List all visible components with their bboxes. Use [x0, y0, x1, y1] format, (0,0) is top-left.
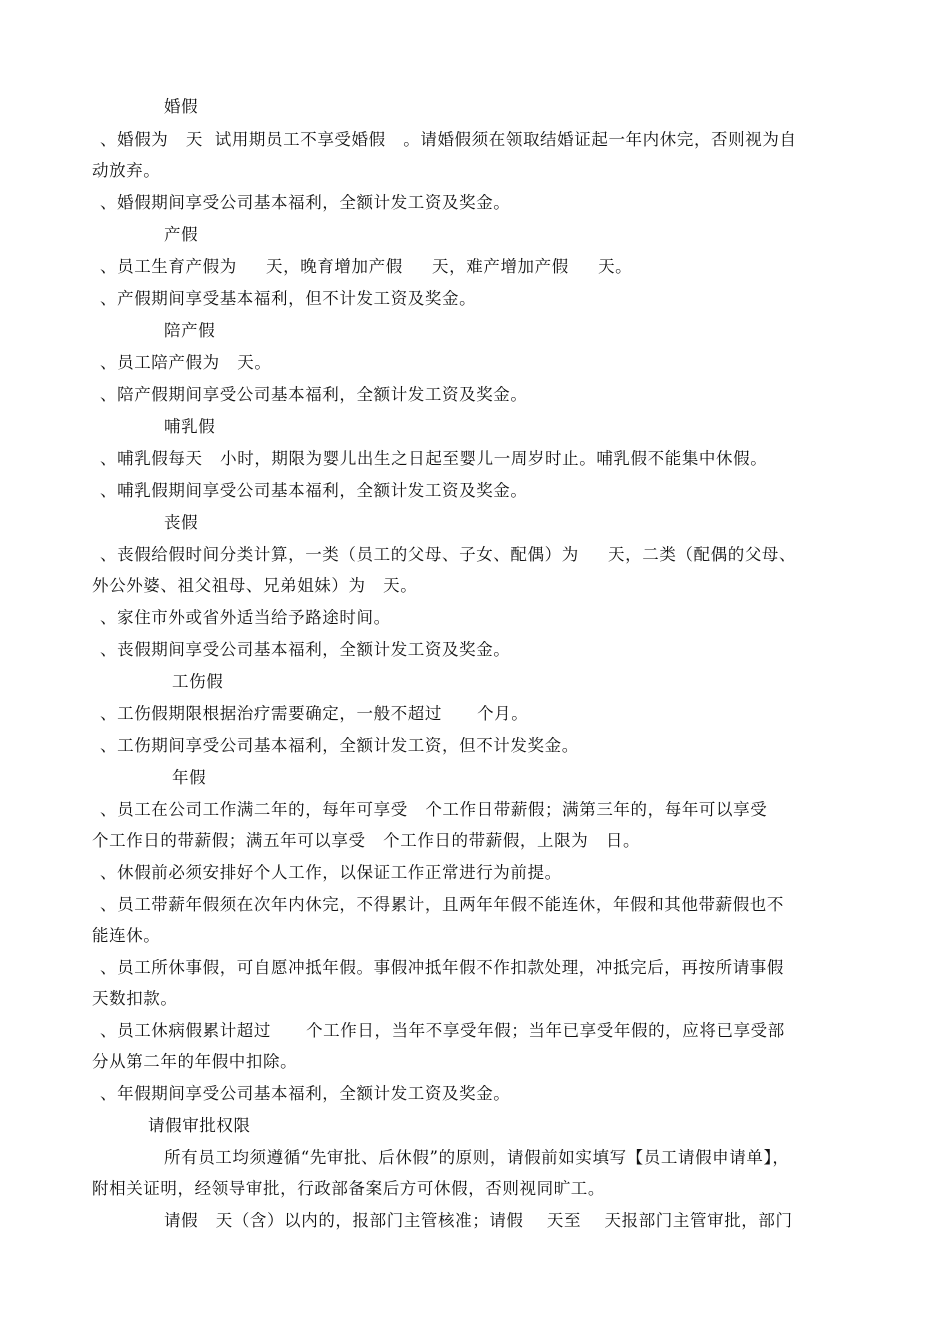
paragraph-line: 、家住市外或省外适当给予路途时间。 — [100, 608, 391, 627]
heading-annual-leave: 年假 — [172, 768, 207, 787]
paragraph-line: 、工伤期间享受公司基本福利，全额计发工资，但不计发奖金。 — [100, 736, 579, 755]
paragraph-line: 、婚假为 天 试用期员工不享受婚假 。请婚假须在领取结婚证起一年内休完，否则视为自 — [100, 130, 797, 149]
paragraph-line: 、休假前必须安排好个人工作，以保证工作正常进行为前提。 — [100, 863, 562, 882]
heading-leave-approval: 请假审批权限 — [148, 1116, 251, 1135]
paragraph-line: 分从第二年的年假中扣除。 — [92, 1052, 298, 1071]
heading-injury-leave: 工伤假 — [172, 672, 224, 691]
heading-marriage-leave: 婚假 — [164, 97, 199, 116]
paragraph-line: 能连休。 — [92, 926, 161, 945]
paragraph-line: 、陪产假期间享受公司基本福利，全额计发工资及奖金。 — [100, 385, 528, 404]
paragraph-line: 、婚假期间享受公司基本福利，全额计发工资及奖金。 — [100, 193, 511, 212]
paragraph-line: 、员工在公司工作满二年的，每年可享受 个工作日带薪假；满第三年的，每年可以享受 — [100, 800, 768, 819]
heading-nursing-leave: 哺乳假 — [164, 417, 216, 436]
paragraph-line: 、哺乳假期间享受公司基本福利，全额计发工资及奖金。 — [100, 481, 528, 500]
paragraph-line: 、员工陪产假为 天。 — [100, 353, 272, 372]
heading-paternity-leave: 陪产假 — [164, 321, 216, 340]
paragraph-line: 、年假期间享受公司基本福利，全额计发工资及奖金。 — [100, 1084, 511, 1103]
paragraph-line: 动放弃。 — [92, 161, 161, 180]
paragraph-line: 、丧假期间享受公司基本福利，全额计发工资及奖金。 — [100, 640, 511, 659]
paragraph-line: 、员工休病假累计超过 个工作日，当年不享受年假；当年已享受年假的，应将已享受部 — [100, 1021, 785, 1040]
paragraph-line: 、丧假给假时间分类计算，一类（员工的父母、子女、配偶）为 天，二类（配偶的父母、 — [100, 545, 797, 564]
paragraph-line: 外公外婆、祖父祖母、兄弟姐妹）为 天。 — [92, 576, 418, 595]
paragraph-line: 、员工生育产假为 天，晚育增加产假 天，难产增加产假 天。 — [100, 257, 633, 276]
paragraph-line: 个工作日的带薪假；满五年可以享受 个工作日的带薪假，上限为 日。 — [92, 831, 641, 850]
paragraph-line: 请假 天（含）以内的，报部门主管核准；请假 天至 天报部门主管审批，部门 — [164, 1211, 793, 1230]
heading-bereavement-leave: 丧假 — [164, 513, 199, 532]
paragraph-line: 附相关证明，经领导审批，行政部备案后方可休假，否则视同旷工。 — [92, 1179, 605, 1198]
paragraph-line: 、员工带薪年假须在次年内休完，不得累计，且两年年假不能连休，年假和其他带薪假也不 — [100, 895, 784, 914]
paragraph-line: 、工伤假期限根据治疗需要确定，一般不超过 个月。 — [100, 704, 529, 723]
paragraph-line: 、哺乳假每天 小时，期限为婴儿出生之日起至婴儿一周岁时止。哺乳假不能集中休假。 — [100, 449, 768, 468]
paragraph-line: 、产假期间享受基本福利，但不计发工资及奖金。 — [100, 289, 477, 308]
paragraph-line: 所有员工均须遵循“先审批、后休假”的原则，请假前如实填写【员工请假申请单】， — [164, 1148, 790, 1167]
paragraph-line: 天数扣款。 — [92, 989, 178, 1008]
heading-maternity-leave: 产假 — [164, 225, 199, 244]
paragraph-line: 、员工所休事假，可自愿冲抵年假。事假冲抵年假不作扣款处理，冲抵完后，再按所请事假 — [100, 958, 784, 977]
